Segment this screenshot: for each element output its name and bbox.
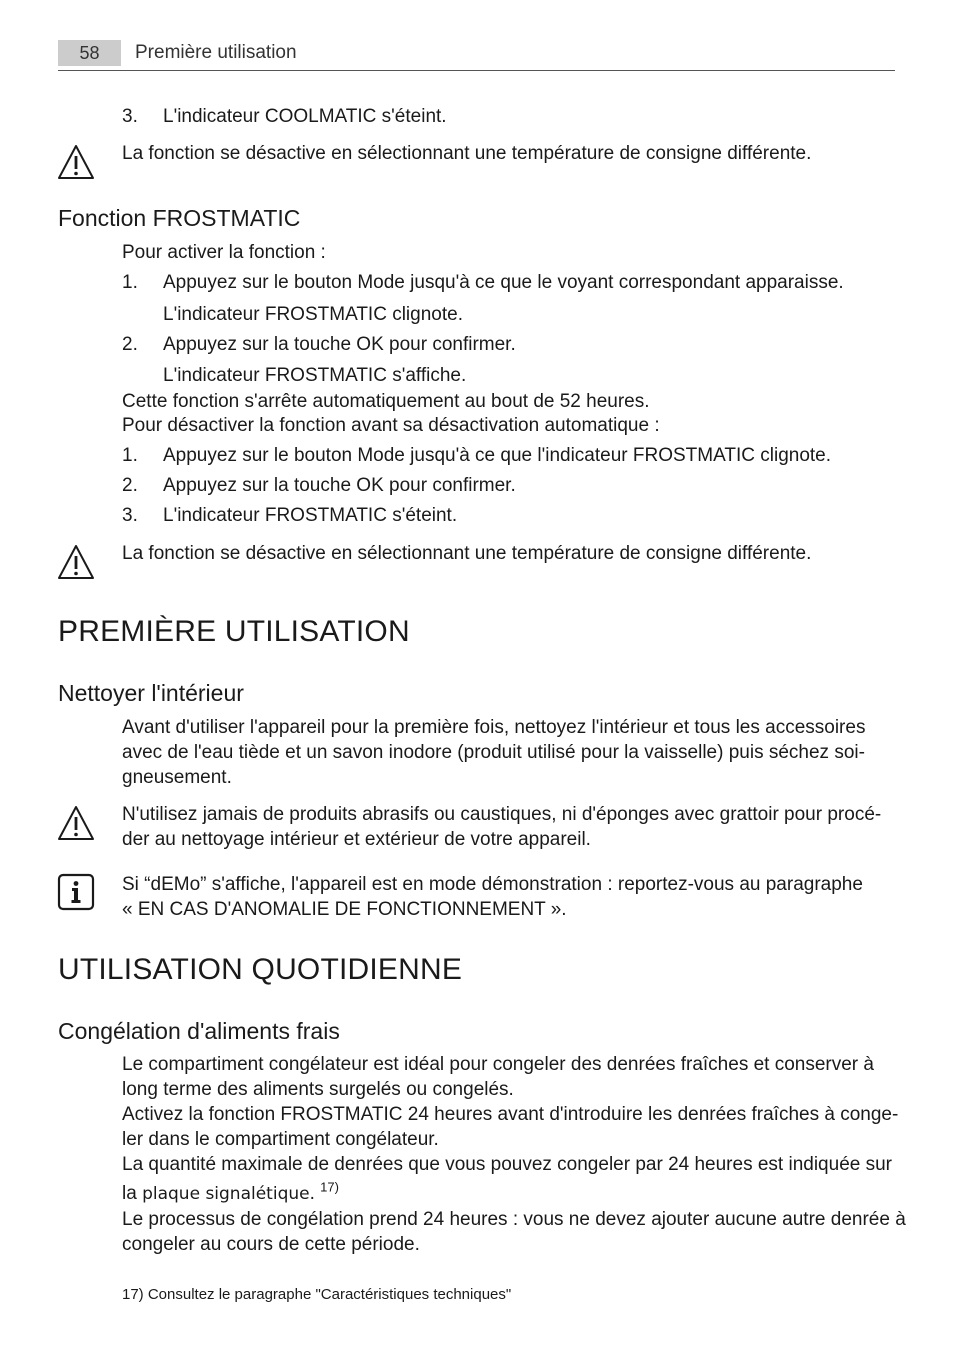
- section-subheading: Nettoyer l'intérieur: [58, 680, 244, 706]
- list-number: 3.: [122, 106, 138, 127]
- paragraph: Cette fonction s'arrête automatiquement au bout de 52 heures.: [122, 391, 650, 412]
- text-run: la: [122, 1183, 143, 1204]
- list-number: 1.: [122, 445, 138, 466]
- list-number: 1.: [122, 272, 138, 293]
- warning-text: N'utilisez jamais de produits abrasifs ou caustiques, ni d'éponges avec grattoir pour procé-: [122, 804, 882, 825]
- paragraph-line: avec de l'eau tiède et un savon inodore (produit utilisé pour la vaisselle) puis séchez soi-: [122, 742, 865, 763]
- paragraph-line: La quantité maximale de denrées que vous pouvez congeler par 24 heures est indiquée sur: [122, 1154, 893, 1175]
- section-heading: PREMIÈRE UTILISATION: [58, 615, 410, 648]
- list-number: 2.: [122, 334, 138, 355]
- section-heading: UTILISATION QUOTIDIENNE: [58, 953, 463, 986]
- footnote-reference[interactable]: 17): [320, 1179, 339, 1195]
- footnote: 17) Consultez le paragraphe "Caractéristiques techniques": [122, 1286, 512, 1303]
- info-text: Si “dEMo” s'affiche, l'appareil est en mode démonstration : reportez-vous au paragraphe: [122, 874, 863, 895]
- header-divider: [58, 70, 895, 71]
- paragraph-line: Avant d'utiliser l'appareil pour la première fois, nettoyez l'intérieur et tous les accessoires: [122, 717, 866, 738]
- section-subheading: Congélation d'aliments frais: [58, 1018, 340, 1044]
- paragraph: Pour activer la fonction :: [122, 242, 326, 263]
- paragraph-line: Le processus de congélation prend 24 heures : vous ne devez ajouter aucune autre denrée à: [122, 1209, 906, 1230]
- paragraph-line: gneusement.: [122, 767, 232, 788]
- paragraph-line: Activez la fonction FROSTMATIC 24 heures avant d'introduire les denrées fraîches à conge-: [122, 1104, 899, 1125]
- paragraph-line: long terme des aliments surgelés ou congelés.: [122, 1079, 514, 1100]
- list-item: Appuyez sur la touche OK pour confirmer.: [163, 475, 516, 496]
- warning-text: La fonction se désactive en sélectionnant une température de consigne différente.: [122, 543, 812, 564]
- info-icon: [57, 873, 95, 911]
- paragraph: Pour désactiver la fonction avant sa désactivation automatique :: [122, 415, 660, 436]
- text-run: .: [309, 1183, 315, 1204]
- warning-text: La fonction se désactive en sélectionnant une température de consigne différente.: [122, 143, 812, 164]
- list-item: Appuyez sur la touche OK pour confirmer.: [163, 334, 516, 355]
- section-subheading: Fonction FROSTMATIC: [58, 205, 301, 231]
- list-number: 3.: [122, 505, 138, 526]
- list-item-result: L'indicateur FROSTMATIC clignote.: [163, 304, 463, 325]
- list-item: L'indicateur FROSTMATIC s'éteint.: [163, 505, 458, 526]
- paragraph-line: ler dans le compartiment congélateur.: [122, 1129, 439, 1150]
- list-item: Appuyez sur le bouton Mode jusqu'à ce que l'indicateur FROSTMATIC clignote.: [163, 445, 832, 466]
- warning-triangle-icon: [57, 143, 95, 181]
- paragraph-line: congeler au cours de cette période.: [122, 1234, 420, 1255]
- list-number: 2.: [122, 475, 138, 496]
- paragraph-line: Le compartiment congélateur est idéal pour congeler des denrées fraîches et conserver à: [122, 1054, 874, 1075]
- running-title: Première utilisation: [135, 42, 297, 63]
- warning-triangle-icon: [57, 543, 95, 581]
- list-item: L'indicateur COOLMATIC s'éteint.: [163, 106, 447, 127]
- warning-triangle-icon: [57, 804, 95, 842]
- info-text: « EN CAS D'ANOMALIE DE FONCTIONNEMENT ».: [122, 899, 567, 920]
- list-item-result: L'indicateur FROSTMATIC s'affiche.: [163, 365, 467, 386]
- paragraph-line: [122, 1179, 339, 1206]
- warning-text: der au nettoyage intérieur et extérieur de votre appareil.: [122, 829, 591, 850]
- list-item: Appuyez sur le bouton Mode jusqu'à ce que le voyant correspondant apparaisse.: [163, 272, 844, 293]
- page-number: 58: [58, 40, 121, 66]
- rating-plate-link[interactable]: plaque signalétique: [142, 1184, 310, 1204]
